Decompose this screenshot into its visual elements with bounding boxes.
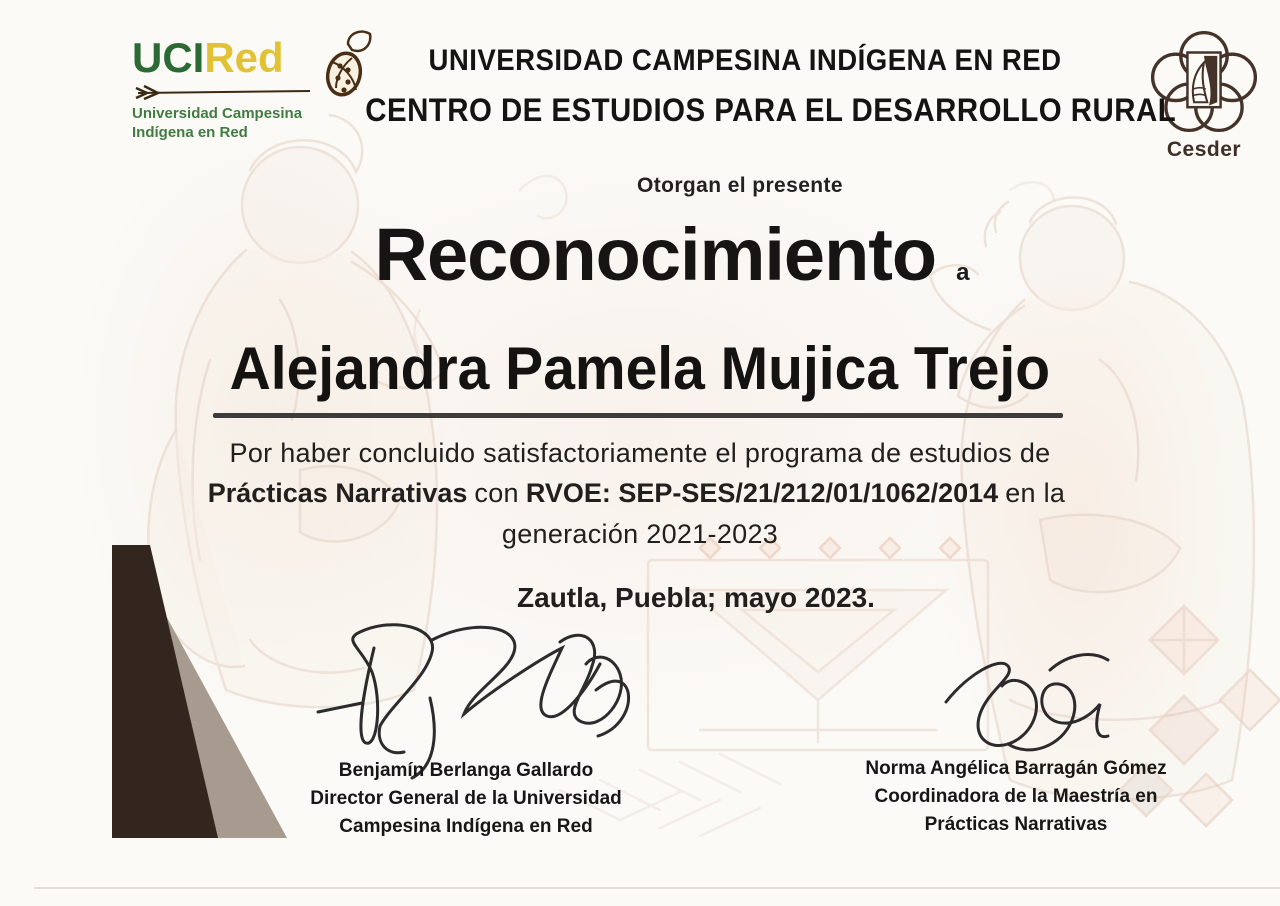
institution-name: UNIVERSIDAD CAMPESINA INDÍGENA EN RED — [428, 44, 1062, 77]
signer-right-block — [816, 755, 1216, 839]
ucired-tagline — [132, 104, 302, 142]
signer-left-role-1: Director General de la Universidad — [310, 788, 622, 809]
signature-right — [946, 655, 1108, 750]
rvoe-number: RVOE: SEP-SES/21/212/01/1062/2014 — [525, 478, 999, 508]
signer-right-role-2: Prácticas Narrativas — [924, 814, 1108, 835]
signer-left-role-2: Campesina Indígena en Red — [339, 816, 593, 837]
certificate-title-row — [32, 212, 1280, 297]
ucired-wordmark-uci: UCI — [132, 34, 205, 81]
cesder-label: Cesder — [1166, 138, 1242, 161]
scan-edge-line — [34, 887, 1280, 889]
signer-right-name: Norma Angélica Barragán Gómez — [865, 758, 1167, 779]
ucired-tagline-line2: Indígena en Red — [132, 124, 248, 141]
recipient-name: Alejandra Pamela Mujica Trejo — [229, 335, 1051, 402]
signer-right-role-1: Coordinadora de la Maestría en — [874, 786, 1158, 807]
program-name: Prácticas Narrativas — [207, 478, 468, 508]
signature-left — [318, 625, 629, 778]
institution-department: CENTRO DE ESTUDIOS PARA EL DESARROLLO RURAL — [365, 92, 1177, 128]
body-line-1: Por haber concluido satisfactoriamente el programa de estudios de — [229, 438, 1051, 468]
ucired-tagline-line1: Universidad Campesina — [132, 105, 303, 122]
recipient-underline — [213, 413, 1063, 418]
arrow-icon — [134, 84, 314, 100]
body-line-3: generación 2021-2023 — [501, 519, 779, 549]
signer-left-block — [266, 757, 666, 841]
certificate-title: Reconocimiento — [374, 213, 937, 296]
ucired-wordmark-red: Red — [204, 34, 284, 81]
certificate-title-suffix: a — [956, 259, 970, 286]
intro-line: Otorgan el presente — [637, 174, 843, 197]
signer-left-name: Benjamín Berlanga Gallardo — [338, 760, 594, 781]
body-line-2: Prácticas Narrativas con RVOE: SEP-SES/21/212/01/1062/2014 en la — [207, 478, 1066, 508]
place-date-line: Zautla, Puebla; mayo 2023. — [517, 582, 875, 613]
ucired-wordmark — [132, 34, 284, 82]
